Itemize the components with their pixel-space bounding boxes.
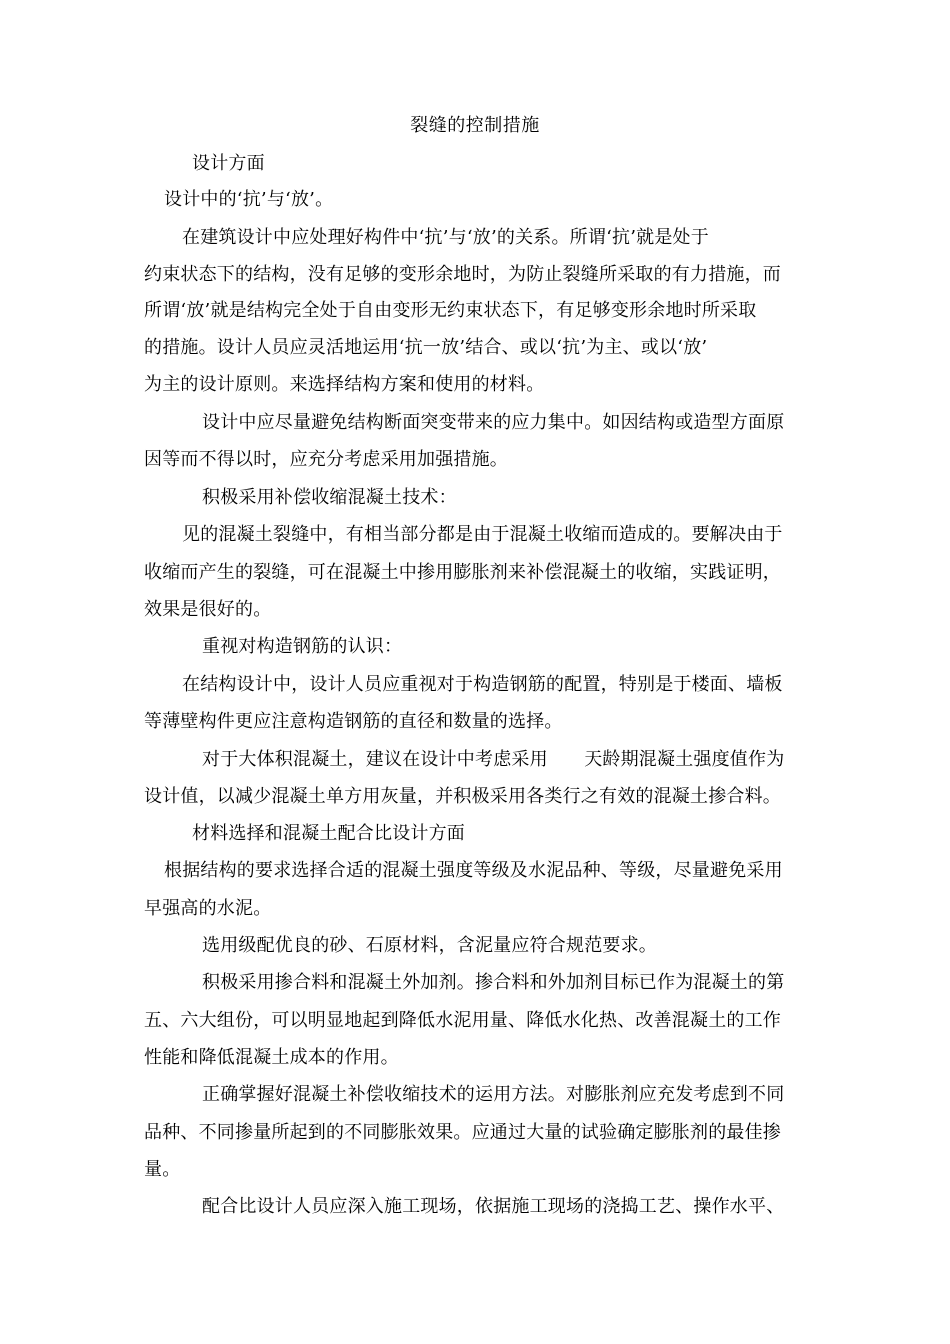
paragraph-line: 在结构设计中，设计人员应重视对于构造钢筋的配置，特别是于楼面、墙板: [182, 674, 783, 695]
paragraph-line: 约束状态下的结构，没有足够的变形余地时，为防止裂缝所采取的有力措施，而: [144, 264, 781, 285]
subheading-kang-fang: 设计中的‘抗’与‘放’。: [164, 189, 334, 210]
document-title: 裂缝的控制措施: [410, 115, 540, 136]
paragraph-line: 积极采用掺合料和混凝土外加剂。掺合料和外加剂目标已作为混凝土的第: [202, 972, 785, 993]
paragraph-line: 在建筑设计中应处理好构件中‘抗’与‘放’的关系。所谓‘抗’就是处于: [182, 227, 709, 248]
paragraph-line: 性能和降低混凝土成本的作用。: [144, 1047, 399, 1068]
paragraph-line: 设计值，以减少混凝土单方用灰量，并积极采用各类行之有效的混凝土掺合料。: [144, 786, 781, 807]
paragraph-line: 早强高的水泥。: [144, 898, 272, 919]
paragraph-line: 量。: [144, 1159, 181, 1180]
paragraph-line: 为主的设计原则。来选择结构方案和使用的材料。: [144, 374, 545, 395]
paragraph-line: 效果是很好的。: [144, 599, 272, 620]
subheading-compensating-shrinkage: 积极采用补偿收缩混凝土技术：: [202, 487, 457, 508]
paragraph-line: 配合比设计人员应深入施工现场，依据施工现场的浇捣工艺、操作水平、: [202, 1196, 785, 1217]
paragraph-line: 所谓‘放’就是结构完全处于自由变形无约束状态下，有足够变形余地时所采取: [144, 300, 757, 321]
subheading-reinforcement: 重视对构造钢筋的认识：: [202, 636, 403, 657]
section-heading-materials: 材料选择和混凝土配合比设计方面: [192, 823, 465, 844]
paragraph-line: 的措施。设计人员应灵活地运用‘抗一放’结合、或以‘抗’为主、或以‘放’: [144, 337, 708, 358]
paragraph-line: 五、六大组份，可以明显地起到降低水泥用量、降低水化热、改善混凝土的工作: [144, 1010, 781, 1031]
paragraph-line: 等薄壁构件更应注意构造钢筋的直径和数量的选择。: [144, 711, 563, 732]
section-heading-design: 设计方面: [192, 153, 265, 174]
paragraph-line: 收缩而产生的裂缝，可在混凝土中掺用膨胀剂来补偿混凝土的收缩，实践证明，: [144, 562, 781, 583]
paragraph-line: 品种、不同掺量所起到的不同膨胀效果。应通过大量的试验确定膨胀剂的最佳掺: [144, 1122, 781, 1143]
paragraph-line: 对于大体积混凝土，建议在设计中考虑采用 天龄期混凝土强度值作为: [202, 749, 785, 770]
paragraph-line: 见的混凝土裂缝中，有相当部分都是由于混凝土收缩而造成的。要解决由于: [182, 524, 783, 545]
paragraph-line: 正确掌握好混凝土补偿收缩技术的运用方法。对膨胀剂应充发考虑到不同: [202, 1084, 785, 1105]
paragraph-line: 因等而不得以时，应充分考虑采用加强措施。: [144, 449, 508, 470]
paragraph-line: 根据结构的要求选择合适的混凝土强度等级及水泥品种、等级，尽量避免采用: [164, 860, 783, 881]
paragraph-line: 设计中应尽量避免结构断面突变带来的应力集中。如因结构或造型方面原: [202, 412, 785, 433]
paragraph-line: 选用级配优良的砂、石原材料，含泥量应符合规范要求。: [202, 935, 657, 956]
